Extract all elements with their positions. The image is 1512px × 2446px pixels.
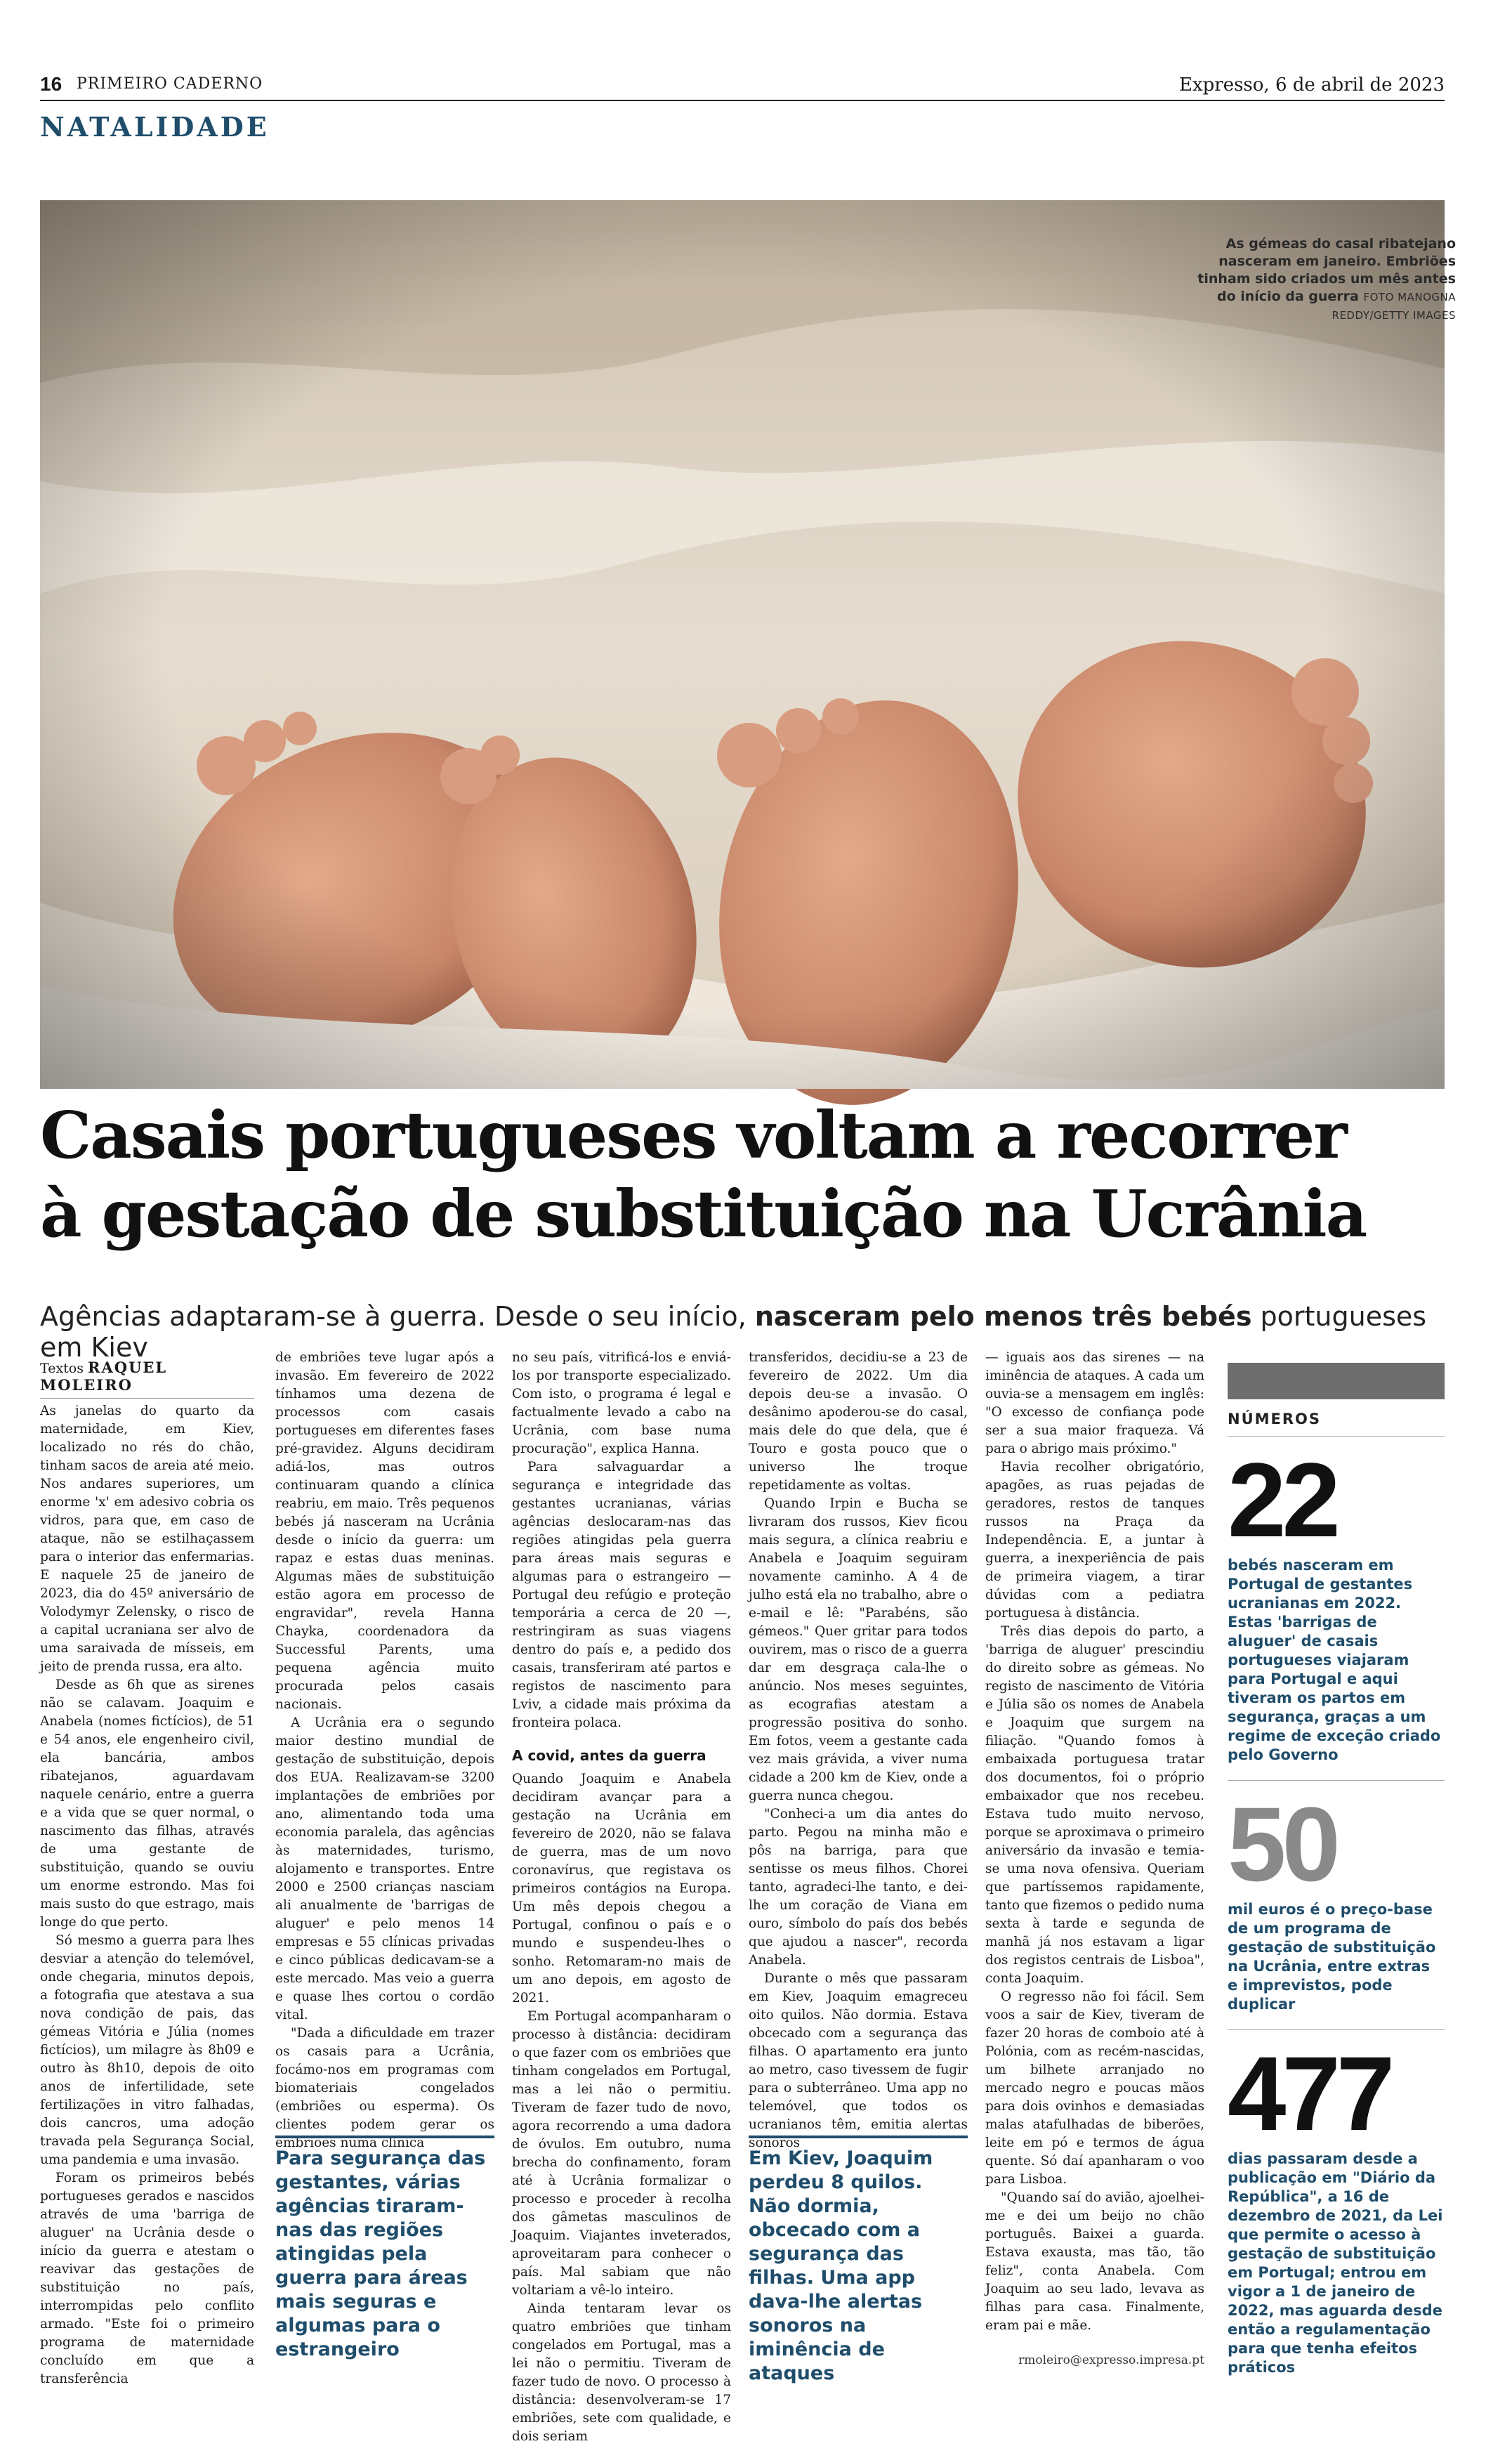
photo-credit: FOTO MANOGNA REDDY/GETTY IMAGES (1332, 291, 1456, 322)
paragraph: Foram os primeiros bebés portugueses gerados e nascidos através de uma 'barriga de aluguer' na Ucrânia desde o início da guerra e atestam o reavivar das gestações de substituição no país, interrompidas pelo conflito armado. "Este foi o primeiro programa de maternidade concluído em que a transferência (40, 2171, 254, 2386)
numbers-sidebar (1228, 1363, 1445, 2393)
article-column-2 (275, 1349, 494, 2150)
subheading: A covid, antes da guerra (512, 1747, 706, 1764)
headline (40, 1096, 1445, 1253)
paragraph: Só mesmo a guerra para lhes desviar a atenção do telemóvel, onde chegaria, minutos depois, a fotografia que atestava a sua nova condição de pais, das gémeas Vitória e Júlia (nomes fictícios), um milagre às 8h09 e outro às 8h10, depois de oito anos de infertilidade, sete fertilizações in vitro falhadas, dois cancros, uma adoção travada pela Segurança Social, uma pandemia e uma invasão. (40, 1933, 254, 2167)
sidebar-tab (1228, 1363, 1445, 1399)
stat-number: 477 (1228, 2034, 1391, 2152)
paragraph: Quando Joaquim e Anabela decidiram avançar para a gestação na Ucrânia em fevereiro de 2020, não se falava de guerra, mas de um novo coronavírus, que registava os primeiros contágios na Europa. Um mês depois chegou a Portugal, confinou o país e o mundo e suspendeu-lhes o sonho. Retomaram-no mais de um ano depois, em agosto de 2021. (512, 1772, 731, 2006)
article-column-4 (749, 1349, 968, 2150)
paragraph: Três dias depois do parto, a 'barriga de aluguer' prescindiu do direito sobre as gémeas. No registo de nascimento de Vitória e Júlia são os nomes de Anabela e Joaquim que surgem na filiação. "Quando fomos à embaixada portuguesa tratar dos documentos, foi o próprio embaixador que nos recebeu. Estava tudo muito nervoso, porque se aproximava o primeiro aniversário da invasão e temia-se uma nova ofensiva. Queriam que partíssemos rapidamente, tanto que fizemos o pedido numa sexta à tarde e segunda de manhã já nos estavam a ligar dos registos centrais de Lisboa", conta Joaquim. (985, 1624, 1204, 1986)
paragraph: Ainda tentaram levar os quatro embriões que tinham congelados em Portugal, mas a lei não o permitiu. Tiveram de fazer tudo de novo. O processo à distância: desenvolveram-se 17 embriões, sete com qualidade, e dois seriam (512, 2301, 731, 2444)
article-column-3 (512, 1349, 731, 2444)
paragraph: Para salvaguardar a segurança e integridade das gestantes ucranianas, várias agências deslocaram-nas das regiões atingidas pela guerra para áreas mais seguras e algumas para o estrangeiro — Portugal deu refúgio e proteção temporária a cerca de 20 —, restringiram as suas viagens dentro do país e, a pedido dos casais, transferiram até partos e registos de nascimento para Lviv, a cidade mais próxima da fronteira polaca. (512, 1460, 731, 1730)
article-column-5 (985, 1349, 1204, 2346)
headline-line-1: Casais portugueses voltam a recorrer (40, 1097, 1346, 1173)
standfirst (40, 1301, 1445, 1363)
standfirst-highlight: nasceram pelo menos três bebés (754, 1301, 1252, 1332)
byline-label: Textos (40, 1361, 88, 1376)
stat-number: 22 (1228, 1441, 1336, 1559)
paragraph: de embriões teve lugar após a invasão. Em fevereiro de 2022 tínhamos uma dezena de processos com casais portugueses em diferentes fases pré-gravidez. Alguns decidiram adiá-los, mas outros continuaram quando a clínica reabriu, em maio. Três pequenos bebés já nasceram na Ucrânia desde o início da guerra: um rapaz e estas duas meninas. Algumas mães de substituição estão agora em processo de engravidar", revela Hanna Chayka, coordenadora da Successful Parents, uma pequena agência muito procurada pelos casais nacionais. (275, 1350, 494, 1712)
feature-photo (40, 200, 1445, 1089)
stat-text: dias passaram desde a publicação em "Diário da República", a 16 de dezembro de 2021, da Lei que permite o acesso à gestação de substituição em Portugal; entrou em vigor a 1 de janeiro de 2022, mas aguarda desde então a regulamentação para que tenha efeitos práticos (1228, 2150, 1443, 2376)
stat-number: 50 (1228, 1785, 1336, 1903)
paragraph: "Conheci-a um dia antes do parto. Pegou na minha mão e pôs na barriga, para que sentisse os meus filhos. Chorei tanto, agradeci-lhe tanto, e dei-lhe um coração de Viana em ouro, símbolo do país dos bebés que ajudou a nascer", recorda Anabela. (749, 1807, 968, 1968)
standfirst-part-b: portugueses em Kiev (40, 1301, 1427, 1363)
stat-block (1228, 1437, 1445, 1781)
paragraph: Desde as 6h que as sirenes não se calavam. Joaquim e Anabela (nomes fictícios), de 51 e 54 anos, ele engenheiro civil, ela bancária, ambos ribatejanos, aguardavam naquele cenário, entre a guerra e a vida que se quer normal, o nascimento das filhas, através de uma gestante de substituição, quando se ouviu um enorme estrondo. Mas foi mais susto do que estrago, mais longe do que perto. (40, 1677, 254, 1930)
author-email: rmoleiro@expresso.impresa.pt (1018, 2353, 1204, 2367)
stat-block (1228, 2030, 1445, 2393)
page-number: 16 (40, 73, 63, 95)
paragraph: Havia recolher obrigatório, apagões, as ruas pejadas de geradores, restos de tanques russos na Praça da Independência. E, a juntar à guerra, a inexperiência de pais de primeira viagem, a tirar dúvidas com a pediatra portuguesa à distância. (985, 1460, 1204, 1621)
paragraph: — iguais aos das sirenes — na iminência de ataques. A cada um ouvia-se a mensagem em inglês: "O excesso de confiança pode ser a sua maior fraqueza. Vá para o abrigo mais próximo." (985, 1350, 1204, 1456)
byline (40, 1359, 254, 1399)
paragraph: "Dada a dificuldade em trazer os casais para a Ucrânia, focámo-nos em programas com biomateriais congelados (embriões ou esperma). Os clientes podem gerar os embriões numa clínica (275, 2026, 494, 2150)
pull-quote-2: Em Kiev, Joaquim perdeu 8 quilos. Não dormia, obcecado com a segurança das filhas. Uma app dava-lhe alertas sonoros na iminência de ataques (749, 2136, 968, 2386)
issue-date: Expresso, 6 de abril de 2023 (1178, 74, 1445, 96)
caption-text: As gémeas do casal ribatejano nasceram em janeiro. Embriões tinham sido criados um mês antes do início da guerra (1197, 236, 1456, 304)
stat-text: mil euros é o preço-base de um programa de gestação de substituição na Ucrânia, entre extras e imprevistos, pode duplicar (1228, 1901, 1436, 2013)
photo-caption (1189, 235, 1456, 325)
paragraph: no seu país, vitrificá-los e enviá-los por transporte especializado. Com isto, o programa é legal e factualmente levado a cabo na Ucrânia, com base numa procuração", explica Hanna. (512, 1350, 731, 1456)
headline-line-2: à gestação de substituição na Ucrânia (40, 1176, 1367, 1252)
stat-text: bebés nasceram em Portugal de gestantes ucranianas em 2022. Estas 'barrigas de aluguer' de casais portugueses viajaram para Portugal e aqui tiveram os partos em segurança, graças a um regime de exceção criado pelo Governo (1228, 1557, 1441, 1763)
standfirst-part-a: Agências adaptaram-se à guerra. Desde o seu início, (40, 1301, 755, 1332)
author-name: RAQUEL MOLEIRO (40, 1359, 168, 1394)
stat-block (1228, 1781, 1445, 2030)
paragraph: Em Portugal acompanharam o processo à distância: decidiram o que fazer com os embriões que tinham congelados em Portugal, mas a lei não o permitiu. Tiveram de fazer tudo de novo, agora recorrendo a uma dadora de óvulos. Em outubro, numa brecha do confinamento, foram até à Ucrânia formalizar o processo e proceder à recolha dos gâmetas masculinos de Joaquim. Viajantes inveterados, aproveitaram para conhecer o país. Mal sabiam que não voltariam a vê-lo inteiro. (512, 2009, 731, 2298)
paragraph: O regresso não foi fácil. Sem voos a sair de Kiev, tiveram de fazer 20 horas de comboio até à Polónia, com as recém-nascidas, um bilhete arranjado no mercado negro e poucas mãos para dois ovinhos e demasiadas malas atafulhadas de biberões, leite em pó e termos de água quente. Só daí apanharam o voo para Lisboa. (985, 1989, 1204, 2187)
sidebar-title: NÚMEROS (1228, 1399, 1445, 1437)
page-header (40, 73, 1445, 101)
baby-feet-photo-illustration (40, 200, 1445, 1089)
paragraph: transferidos, decidiu-se a 23 de fevereiro de 2022. Um dia depois deu-se a invasão. O desânimo apoderou-se do casal, mais dele do que dela, que é Touro e gosta pouco que o universo lhe troque repetidamente as voltas. (749, 1350, 968, 1493)
paragraph: Durante o mês que passaram em Kiev, Joaquim emagreceu oito quilos. Não dormia. Estava obcecado com a segurança das filhas. O apartamento era junto ao metro, caso tivessem de fugir para o subterrâneo. Uma app no telemóvel, que todos os ucranianos têm, emitia alertas sonoros (749, 1971, 968, 2150)
pull-quote-1: Para segurança das gestantes, várias agências tiraram-nas das regiões atingidas pela guerra para áreas mais seguras e algumas para o estrangeiro (275, 2136, 494, 2362)
section-name: PRIMEIRO CADERNO (77, 75, 263, 93)
paragraph: A Ucrânia era o segundo maior destino mundial de gestação de substituição, depois dos EUA. Realizavam-se 3200 implantações de embriões por ano, alimentando toda uma economia paralela, das agências às maternidades, turismo, alojamento e transportes. Entre 2000 e 2500 crianças nasciam ali anualmente de 'barrigas de aluguer' e pelo menos 14 empresas e 55 clínicas privadas e cinco públicas dedicavam-se a este mercado. Mas veio a guerra e quase lhes cortou o cordão vital. (275, 1715, 494, 2022)
paragraph: Quando Irpin e Bucha se livraram dos russos, Kiev ficou mais segura, a clínica reabriu e Anabela e Joaquim seguiram novamente caminho. A 4 de julho está ela no trabalho, abre o e-mail e lê: "Parabéns, são gémeos." Quer gritar para todos ouvirem, mas o risco de a guerra dar em desgraça cala-lhe o anúncio. Nos meses seguintes, as ecografias atestam a progressão positiva do sonho. Em fotos, veem a gestante cada vez mais grávida, a viver numa cidade a 200 km de Kiev, onde a guerra nunca chegou. (749, 1496, 968, 1803)
paragraph: "Quando saí do avião, ajoelhei-me e dei um beijo no chão português. Baixei a guarda. Estava exausta, mas tão, tão feliz", conta Anabela. Com Joaquim ao seu lado, levava as filhas para casa. Finalmente, eram pai e mãe. (985, 2190, 1204, 2333)
topic-label: NATALIDADE (40, 111, 270, 143)
paragraph: As janelas do quarto da maternidade, em Kiev, localizado no rés do chão, tinham sacos de areia até meio. Nos andares superiores, um enorme 'x' em adesivo cobria os vidros, para que, em caso de ataque, não se estilhaçassem para o interior das enfermarias. E naquele 25 de janeiro de 2023, dia do 45º aniversário de Volodymyr Zelensky, o risco de a capital ucraniana ser alvo de uma saraivada de mísseis, em jeito de prenda russa, era alto. (40, 1404, 254, 1674)
article-column-1 (40, 1402, 254, 2386)
